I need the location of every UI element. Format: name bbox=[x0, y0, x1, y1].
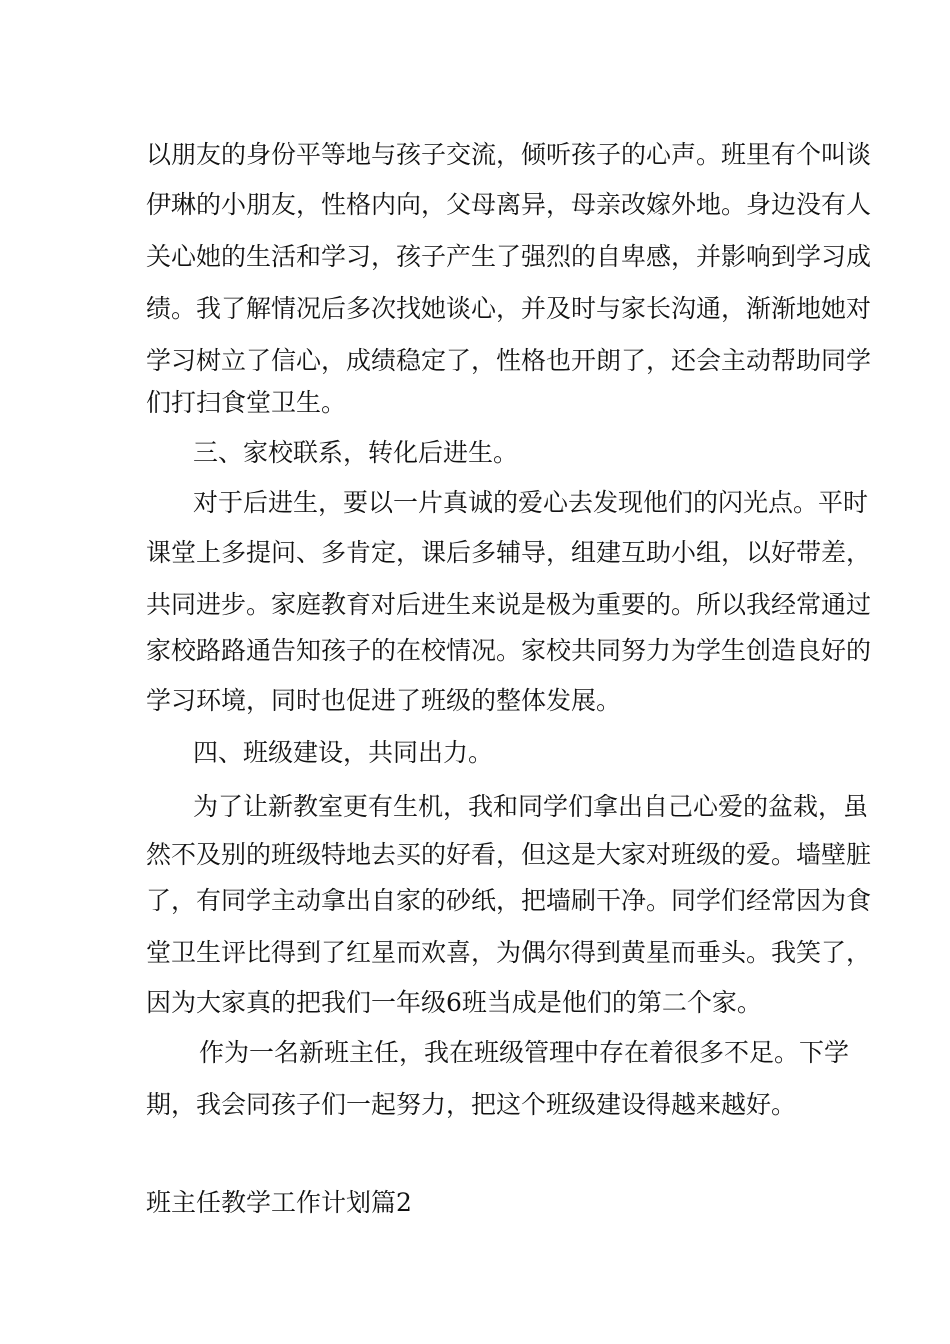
body-text-line: 课堂上多提问、多肯定，课后多辅导，组建互助小组，以好带差， bbox=[146, 538, 872, 567]
body-text-line: 伊琳的小朋友，性格内向，父母离异，母亲改嫁外地。身边没有人 bbox=[146, 190, 872, 219]
body-text-line: 学习环境，同时也促进了班级的整体发展。 bbox=[146, 686, 622, 715]
body-text-line: 为了让新教室更有生机，我和同学们拿出自己心爱的盆栽，虽 bbox=[193, 792, 869, 821]
body-text-line: 共同进步。家庭教育对后进生来说是极为重要的。所以我经常通过 bbox=[146, 590, 872, 619]
body-text-line: 然不及别的班级特地去买的好看，但这是大家对班级的爱。墙壁脏 bbox=[146, 840, 872, 869]
body-text-line: 们打扫食堂卫生。 bbox=[146, 388, 347, 417]
body-text-line: 家校路路通告知孩子的在校情况。家校共同努力为学生创造良好的 bbox=[146, 636, 872, 665]
body-text-line: 关心她的生活和学习，孩子产生了强烈的自卑感，并影响到学习成 bbox=[146, 242, 872, 271]
body-text-line: 作为一名新班主任，我在班级管理中存在着很多不足。下学 bbox=[199, 1038, 850, 1067]
body-text-line: 期，我会同孩子们一起努力，把这个班级建设得越来越好。 bbox=[146, 1090, 797, 1119]
body-text-line: 对于后进生，要以一片真诚的爱心去发现他们的闪光点。平时 bbox=[193, 488, 869, 517]
document-section-title: 班主任教学工作计划篇2 bbox=[146, 1188, 412, 1217]
body-text-line: 了，有同学主动拿出自家的砂纸，把墙刷干净。同学们经常因为食 bbox=[146, 886, 872, 915]
body-text-line: 绩。我了解情况后多次找她谈心，并及时与家长沟通，渐渐地她对 bbox=[146, 294, 872, 323]
body-text-line: 学习树立了信心，成绩稳定了，性格也开朗了，还会主动帮助同学 bbox=[146, 346, 872, 375]
body-text-line: 堂卫生评比得到了红星而欢喜，为偶尔得到黄星而垂头。我笑了， bbox=[146, 938, 872, 967]
body-text-line: 以朋友的身份平等地与孩子交流，倾听孩子的心声。班里有个叫谈 bbox=[146, 140, 872, 169]
section-heading: 三、家校联系，转化后进生。 bbox=[193, 438, 519, 467]
section-heading: 四、班级建设，共同出力。 bbox=[193, 738, 494, 767]
body-text-line: 因为大家真的把我们一年级6班当成是他们的第二个家。 bbox=[146, 988, 762, 1017]
